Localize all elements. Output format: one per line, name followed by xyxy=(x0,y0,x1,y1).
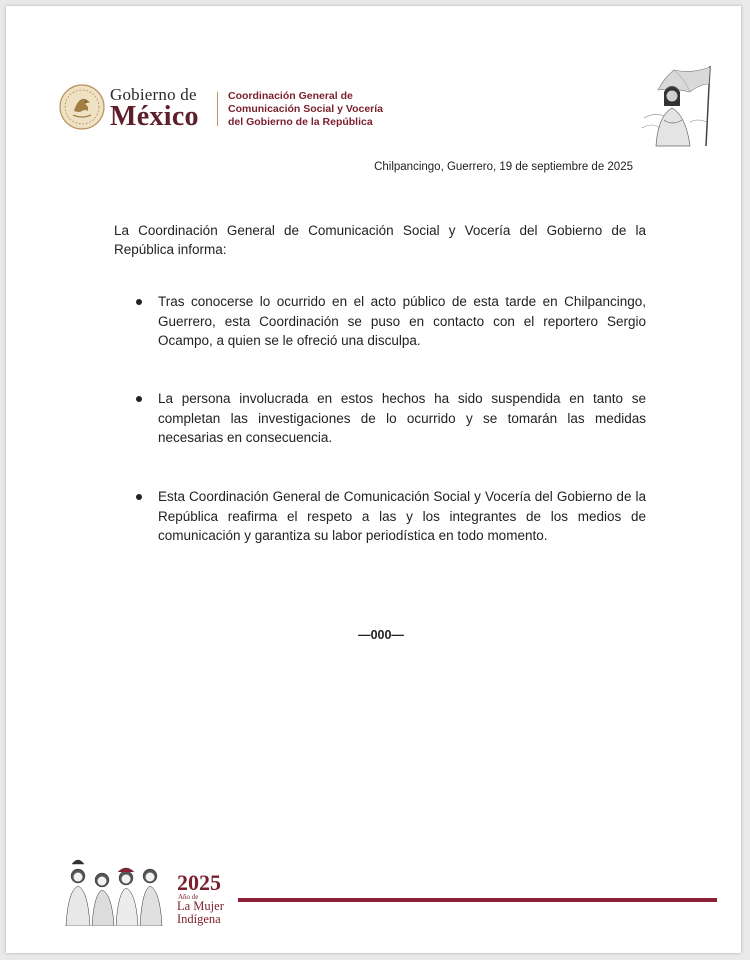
footer-year-subtitle: Año de xyxy=(178,893,199,901)
coat-of-arms-icon xyxy=(59,84,105,130)
document-page xyxy=(6,6,741,953)
coordinacion-line: Coordinación General de xyxy=(228,90,353,102)
footer-year: 2025 xyxy=(177,870,221,895)
footer-accent-line xyxy=(238,898,717,902)
coordinacion-title xyxy=(228,90,383,129)
list-item xyxy=(134,487,646,546)
bullet-dot xyxy=(136,494,142,500)
bullet-dot xyxy=(136,299,142,305)
bullet-dot xyxy=(136,396,142,402)
woman-with-flag-illustration xyxy=(634,62,720,148)
gobierno-de-text: Gobierno de xyxy=(110,85,197,104)
list-item xyxy=(134,389,646,448)
list-item xyxy=(134,292,646,351)
date-location: Chilpancingo, Guerrero, 19 de septiembre de 2025 xyxy=(374,161,633,173)
footer-name-line: La Mujer xyxy=(177,899,224,913)
coordinacion-line: Comunicación Social y Vocería xyxy=(228,103,384,115)
bullet-text: Tras conocerse lo ocurrido en el acto público de esta tarde en Chilpancingo, Guerrero, esta Coordinación se puso en contacto con el reportero Sergio Ocampo, a quien se le ofreció una disculpa. xyxy=(158,294,646,348)
closing-mark: —000— xyxy=(358,628,404,642)
indigenous-women-illustration xyxy=(62,856,174,926)
mexico-text: México xyxy=(110,101,199,132)
footer-name-line: Indígena xyxy=(177,912,221,926)
logo-divider xyxy=(217,92,218,126)
bullet-text: La persona involucrada en estos hechos ha sido suspendida en tanto se completan las investigaciones de lo ocurrido y se tomarán las medidas necesarias en consecuencia. xyxy=(158,391,646,445)
coordinacion-line: del Gobierno de la República xyxy=(228,116,373,128)
intro-paragraph: La Coordinación General de Comunicación Social y Vocería del Gobierno de la República informa: xyxy=(114,223,646,257)
bullet-text: Esta Coordinación General de Comunicación Social y Vocería del Gobierno de la República reafirma el respeto a las y los integrantes de los medios de comunicación y garantiza su labor periodística en todo momento. xyxy=(158,489,646,543)
gobierno-logo xyxy=(110,86,199,130)
